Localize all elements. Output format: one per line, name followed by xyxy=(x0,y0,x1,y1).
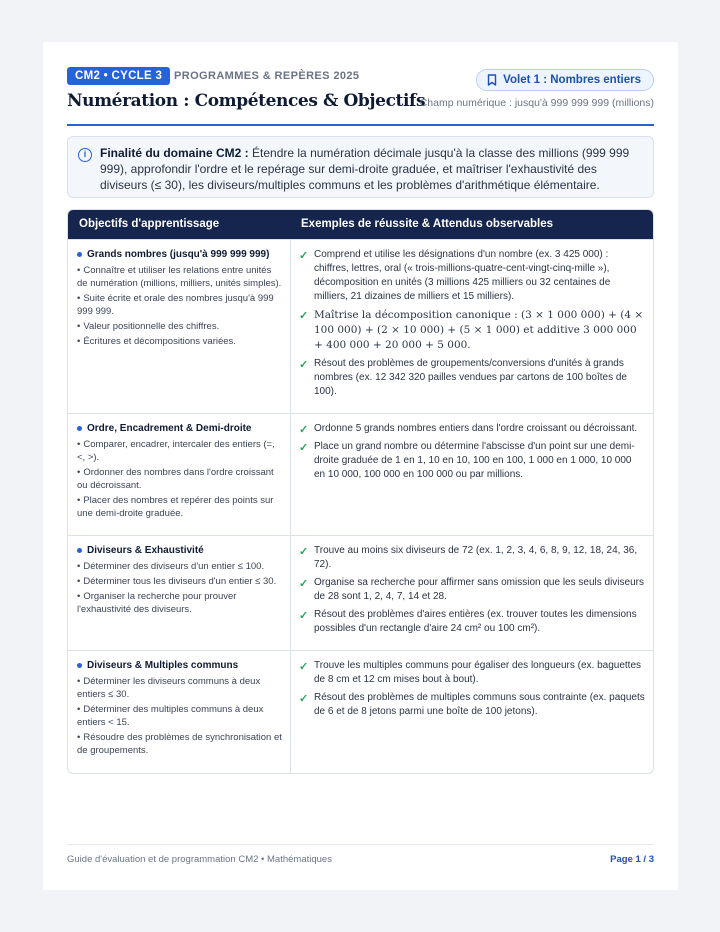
document-page xyxy=(43,42,678,890)
check-icon: ✓ xyxy=(299,578,309,590)
objective-item: Déterminer les diviseurs communs à deux entiers ≤ 30. xyxy=(77,676,261,700)
objective-item: Déterminer des multiples communs à deux entiers < 15. xyxy=(77,704,264,728)
objective-item: Valeur positionnelle des chiffres. xyxy=(83,321,220,332)
header xyxy=(67,67,654,115)
objective-item: Ordonner des nombres dans l'ordre croissant ou décroissant. xyxy=(77,467,274,491)
table-row: Grands nombres (jusqu'à 999 999 999) • Connaître et utiliser les relations entre unités de numération (millions, milliers, unités simples). • Suite écrite et orale des nombres jusqu'à 999 999 999. • Valeur positionnelle des chiffres. • Écritures et décompositions variées. ✓ Comprend et utilise les désignations d'un nombre (ex. 3 425 000) : chiffres, lettres, oral (« trois-millions-quatre-cent-vingt-cinq-mille »), décomposition en unités (3 millions 425 milliers ou 32 centaines de milliers, 21 dizaines de milliers et 15 milliers). ✓ Maîtrise la décomposition canonique : (3 × 1 000 000) + (4 × 100 000) + (2 × 10 000) + (5 × 1 000) et additive 3 000 000 + 400 000 + 20 000 + 5 000. ✓ Résout des problèmes de groupements/conversions d'unités à grands nombres (ex. 12 342 320 pailles vendues par cartons de 100 boîtes de 100). xyxy=(68,239,653,413)
finalite-text xyxy=(100,145,643,193)
objective-title: Diviseurs & Multiples communs xyxy=(87,660,239,671)
bullet-dot xyxy=(77,426,82,431)
example-item: Trouve au moins six diviseurs de 72 (ex. 1, 2, 3, 4, 6, 8, 9, 12, 18, 24, 36, 72). xyxy=(314,545,638,570)
table-header xyxy=(68,210,653,239)
example-item: Comprend et utilise les désignations d'un nombre (ex. 3 425 000) : chiffres, lettres, oral (« trois-millions-quatre-cent-vingt-cinq-mille »), décomposition en unités (3 millions 425 milliers ou 32 centaines de milliers, 21 dizaines de milliers et 15 milliers). xyxy=(314,249,611,302)
example-item: Résout des problèmes de multiples communs sous contrainte (ex. paquets de 6 et de 8 jetons parmi une boîte de 100 jetons). xyxy=(314,692,645,717)
check-icon: ✓ xyxy=(299,424,309,436)
objective-title: Ordre, Encadrement & Demi-droite xyxy=(87,423,252,434)
example-item: Résout des problèmes d'aires entières (ex. trouver toutes les dimensions possibles d'un rectangle d'aire 24 cm² ou 100 cm²). xyxy=(314,609,637,634)
check-icon: ✓ xyxy=(299,442,309,454)
bullet-dot xyxy=(77,548,82,553)
bullet-dot xyxy=(77,663,82,668)
info-icon: i xyxy=(78,148,92,162)
bullet-dot xyxy=(77,252,82,257)
objectives-table xyxy=(67,209,654,774)
table-row: Diviseurs & Exhaustivité • Déterminer des diviseurs d'un entier ≤ 100. • Déterminer tous les diviseurs d'un entier ≤ 30. • Organiser la recherche pour prouver l'exhaustivité des diviseurs. ✓ Trouve au moins six diviseurs de 72 (ex. 1, 2, 3, 4, 6, 8, 9, 12, 18, 24, 36, 72). ✓ Organise sa recherche pour affirmer sans omission que les seuls diviseurs de 28 sont 1, 2, 4, 7, 14 et 28. ✓ Résout des problèmes d'aires entières (ex. trouver toutes les dimensions possibles d'un rectangle d'aire 24 cm² ou 100 cm²). xyxy=(68,535,653,650)
objective-item: Écritures et décompositions variées. xyxy=(83,336,236,347)
objective-item: Résoudre des problèmes de synchronisation et de groupements. xyxy=(77,732,282,756)
objective-item: Comparer, encadrer, intercaler des entiers (=, <, >). xyxy=(77,439,275,463)
objective-item: Déterminer tous les diviseurs d'un entier ≤ 30. xyxy=(83,576,277,587)
finalite-label: Finalité du domaine CM2 : xyxy=(100,146,249,160)
check-icon: ✓ xyxy=(299,610,309,622)
page-title: Numération : Compétences & Objectifs xyxy=(67,91,426,111)
objective-item: Connaître et utiliser les relations entre unités de numération (millions, milliers, unités simples). xyxy=(77,265,282,289)
volet-chip xyxy=(476,69,654,91)
header-divider xyxy=(67,124,654,126)
check-icon: ✓ xyxy=(299,250,309,262)
col-header-objectifs: Objectifs d'apprentissage xyxy=(79,218,220,230)
objective-title: Diviseurs & Exhaustivité xyxy=(87,545,204,556)
page-footer xyxy=(67,844,654,865)
objective-title: Grands nombres (jusqu'à 999 999 999) xyxy=(87,249,270,260)
page-number: Page 1 / 3 xyxy=(610,854,654,865)
footer-guide: Guide d'évaluation et de programmation CM2 • Mathématiques xyxy=(67,854,332,865)
finalite-body: Étendre la numération décimale jusqu'à la classe des millions (999 999 999), approfondir l'ordre et le repérage sur demi-droite graduée, et maîtriser l'exhaustivité des diviseurs (≤ 30), les diviseurs/multiples communs et les problèmes d'arithmétique élémentaire. xyxy=(100,146,630,192)
objective-item: Organiser la recherche pour prouver l'exhaustivité des diviseurs. xyxy=(77,591,237,615)
col-header-exemples: Exemples de réussite & Attendus observables xyxy=(301,218,554,230)
objective-item: Suite écrite et orale des nombres jusqu'à 999 999 999. xyxy=(77,293,274,317)
table-row: Diviseurs & Multiples communs • Déterminer les diviseurs communs à deux entiers ≤ 30. • Déterminer des multiples communs à deux entiers < 15. • Résoudre des problèmes de synchronisation et de groupements. ✓ Trouve les multiples communs pour égaliser des longueurs (ex. baguettes de 8 cm et 12 cm mises bout à bout). ✓ Résout des problèmes de multiples communs sous contrainte (ex. paquets de 6 et de 8 jetons parmi une boîte de 100 jetons). xyxy=(68,650,653,774)
example-item: Place un grand nombre ou détermine l'abscisse d'un point sur une demi-droite graduée de 1 en 1, 10 en 10, 100 en 100, 1 000 en 1 000, 10 000 en 10 000, 100 000 en 100 000 ou par millions. xyxy=(314,441,635,480)
objective-item: Placer des nombres et repérer des points sur une demi-droite graduée. xyxy=(77,495,274,519)
program-tag: PROGRAMMES & REPÈRES 2025 xyxy=(174,70,360,82)
example-item: Organise sa recherche pour affirmer sans omission que les seuls diviseurs de 28 sont 1, 2, 4, 7, 14 et 28. xyxy=(314,577,644,602)
check-icon: ✓ xyxy=(299,661,309,673)
volet-label: Volet 1 : Nombres entiers xyxy=(503,74,641,86)
check-icon: ✓ xyxy=(299,359,309,371)
check-icon: ✓ xyxy=(299,310,309,322)
objective-item: Déterminer des diviseurs d'un entier ≤ 100. xyxy=(83,561,265,572)
check-icon: ✓ xyxy=(299,693,309,705)
example-item: Résout des problèmes de groupements/conversions d'unités à grands nombres (ex. 12 342 320 pailles vendues par cartons de 100 boîtes de 100). xyxy=(314,358,627,397)
example-item: Maîtrise la décomposition canonique : (3 × 1 000 000) + (4 × 100 000) + (2 × 10 000) + (5 × 1 000) et additive 3 000 000 + 400 000 + 20 000 + 5 000. xyxy=(314,309,644,351)
example-item: Ordonne 5 grands nombres entiers dans l'ordre croissant ou décroissant. xyxy=(314,423,638,434)
finalite-callout xyxy=(67,136,654,198)
bookmark-icon xyxy=(487,74,497,86)
table-row: Ordre, Encadrement & Demi-droite • Comparer, encadrer, intercaler des entiers (=, <, >). • Ordonner des nombres dans l'ordre croissant ou décroissant. • Placer des nombres et repérer des points sur une demi-droite graduée. ✓ Ordonne 5 grands nombres entiers dans l'ordre croissant ou décroissant. ✓ Place un grand nombre ou détermine l'abscisse d'un point sur une demi-droite graduée de 1 en 1, 10 en 10, 100 en 100, 1 000 en 1 000, 10 000 en 10 000, 100 000 en 100 000 ou par millions. xyxy=(68,413,653,535)
level-badge: CM2 • CYCLE 3 xyxy=(67,67,170,85)
check-icon: ✓ xyxy=(299,546,309,558)
champ-numerique: Champ numérique : jusqu'à 999 999 999 (millions) xyxy=(419,97,654,109)
example-item: Trouve les multiples communs pour égaliser des longueurs (ex. baguettes de 8 cm et 12 cm mises bout à bout). xyxy=(314,660,642,685)
